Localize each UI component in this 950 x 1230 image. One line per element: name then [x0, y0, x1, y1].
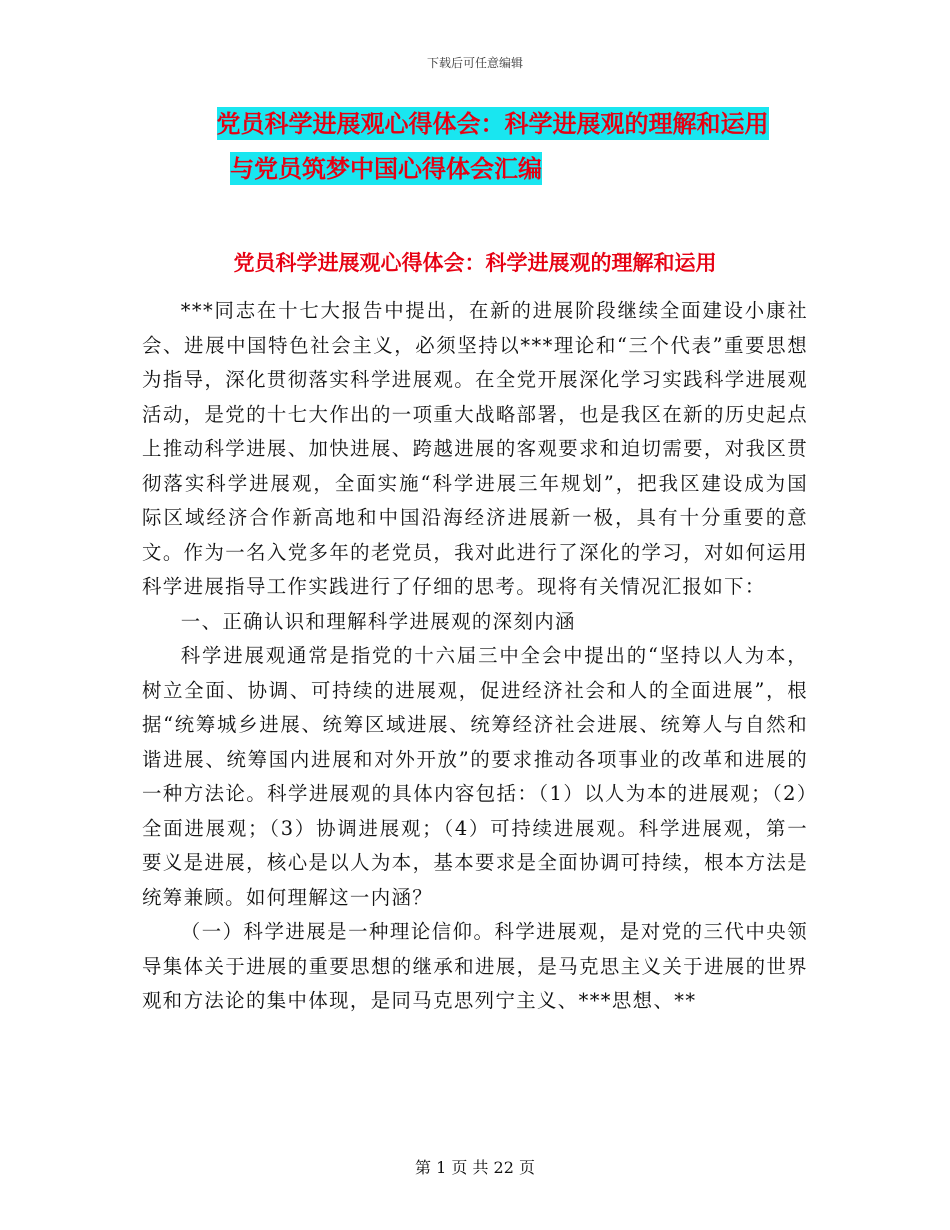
title-line-2 — [0, 155, 950, 183]
paragraph: 科学进展观通常是指党的十六届三中全会中提出的“坚持以人为本，树立全面、协调、可持续的进展观，促进经济社会和人的全面进展”，根据“统筹城乡进展、统筹区域进展、统筹经济社会进展、统筹人与自然和谐进展、统筹国内进展和对外开放”的要求推动各项事业的改革和进展的一种方法论。科学进展观的具体内容包括：（1）以人为本的进展观；（2）全面进展观；（3）协调进展观；（4）可持续进展观。科学进展观，第一要义是进展，核心是以人为本，基本要求是全面协调可持续，根本方法是统筹兼顾。如何理解这一内涵？ — [142, 644, 808, 909]
title-line-1-text: 党员科学进展观心得体会：科学进展观的理解和运用 — [216, 109, 769, 138]
title-line-2-text: 与党员筑梦中国心得体会汇编 — [230, 154, 542, 183]
title-line-1 — [35, 110, 950, 138]
paragraph: （一）科学进展是一种理论信仰。科学进展观，是对党的三代中央领导集体关于进展的重要思想的继承和进展，是马克思主义关于进展的世界观和方法论的集中体现，是同马克思列宁主义、***思想、** — [142, 920, 808, 1012]
paragraph: ***同志在十七大报告中提出，在新的进展阶段继续全面建设小康社会、进展中国特色社会主义，必须坚持以***理论和“三个代表”重要思想为指导，深化贯彻落实科学进展观。在全党开展深化学习实践科学进展观活动，是党的十七大作出的一项重大战略部署，也是我区在新的历史起点上推动科学进展、加快进展、跨越进展的客观要求和迫切需要，对我区贯彻落实科学进展观，全面实施“科学进展三年规划”，把我区建设成为国际区域经济合作新高地和中国沿海经济进展新一极，具有十分重要的意文。作为一名入党多年的老党员，我对此进行了深化的学习，对如何运用科学进展指导工作实践进行了仔细的思考。现将有关情况汇报如下： — [142, 299, 808, 598]
document-body — [142, 294, 808, 1019]
page-header-note: 下载后可任意编辑 — [426, 56, 523, 70]
document-title — [0, 110, 950, 183]
section-title: 党员科学进展观心得体会：科学进展观的理解和运用 — [233, 250, 717, 275]
paragraph-heading: 一、正确认识和理解科学进展观的深刻内涵 — [180, 609, 576, 633]
page-number: 第 1 页 共 22 页 — [415, 1158, 535, 1177]
